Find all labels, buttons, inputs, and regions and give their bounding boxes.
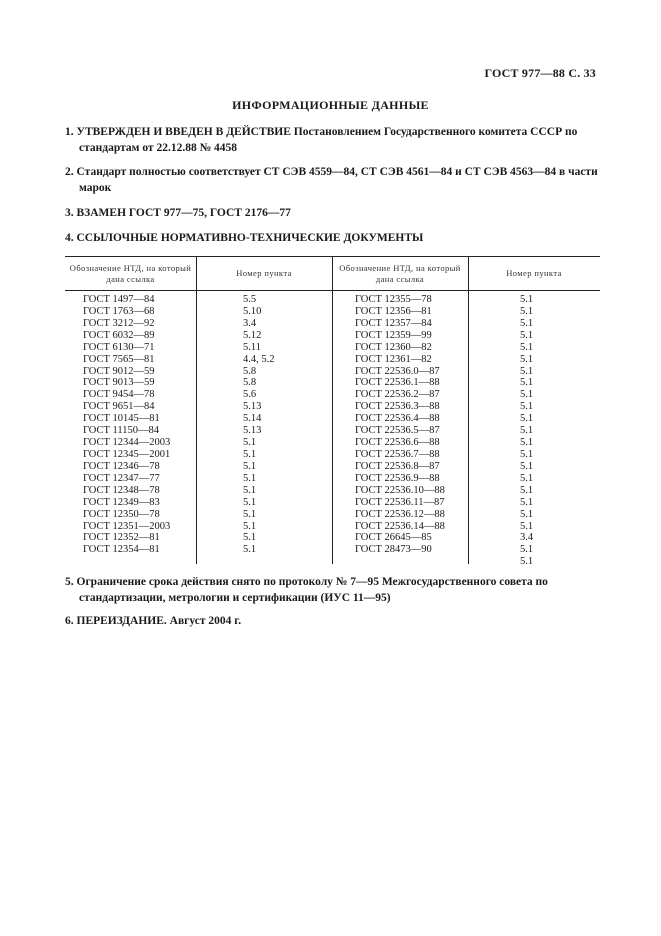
reference-table	[65, 256, 600, 568]
table-row	[65, 449, 600, 461]
cell-item-left: 5.1	[243, 460, 257, 472]
cell-designation-right: ГОСТ 22536.8—87	[355, 460, 440, 472]
cell-item-right: 5.1	[520, 460, 534, 472]
cell-item-right: 5.1	[520, 448, 534, 460]
cell-item-right: 5.1	[520, 305, 534, 317]
cell-designation-right: ГОСТ 22536.7—88	[355, 448, 440, 460]
cell-item-right: 5.1	[520, 413, 534, 425]
cell-item-right: 5.1	[520, 353, 534, 365]
table-row	[65, 485, 600, 497]
cell-item-right: 5.1	[520, 341, 534, 353]
table-row	[65, 521, 600, 533]
cell-designation-left: ГОСТ 12345—2001	[83, 448, 171, 460]
cell-item-left: 5.1	[243, 437, 257, 449]
section-3: 3. ВЗАМЕН ГОСТ 977—75, ГОСТ 2176—77	[65, 207, 291, 219]
table-row	[65, 294, 600, 306]
section-2: 2. Стандарт полностью соответствует СТ СЭВ 4559—84, СТ СЭВ 4561—84 и СТ СЭВ 4563—84 в части марок	[65, 166, 598, 194]
table-row	[65, 425, 600, 437]
cell-item-right: 3.4	[520, 532, 534, 544]
cell-designation-right: ГОСТ 12361—82	[355, 353, 432, 365]
cell-item-right: 5.1	[520, 496, 534, 508]
table-row	[65, 377, 600, 389]
table-row	[65, 509, 600, 521]
cell-designation-right: ГОСТ 22536.3—88	[355, 401, 440, 413]
cell-item-left: 5.1	[243, 544, 257, 556]
header-designation-right: Обозначение НТД, на который дана ссылка	[339, 262, 461, 284]
cell-item-right: 5.1	[520, 401, 534, 413]
cell-designation-left: ГОСТ 12351—2003	[83, 520, 171, 532]
cell-designation-right: ГОСТ 12355—78	[355, 294, 432, 305]
cell-designation-right: ГОСТ 26645—85	[355, 532, 432, 544]
cell-designation-right: ГОСТ 22536.12—88	[355, 508, 445, 520]
cell-designation-right: ГОСТ 22536.5—87	[355, 425, 440, 437]
cell-designation-left: ГОСТ 12344—2003	[83, 437, 171, 449]
cell-designation-right: ГОСТ 12357—84	[355, 317, 432, 329]
cell-item-right: 5.1	[520, 425, 534, 437]
cell-item-left: 5.8	[243, 365, 257, 377]
table-row	[65, 342, 600, 354]
cell-designation-right: ГОСТ 22536.2—87	[355, 389, 440, 401]
cell-designation-right: ГОСТ 22536.4—88	[355, 413, 440, 425]
cell-designation-right: ГОСТ 12360—82	[355, 341, 432, 353]
section-1: 1. УТВЕРЖДЕН И ВВЕДЕН В ДЕЙСТВИЕ Постановлением Государственного комитета СССР по стандартам от 22.12.88 № 4458	[65, 126, 578, 154]
cell-designation-right: ГОСТ 22536.14—88	[355, 520, 445, 532]
table-row	[65, 401, 600, 413]
cell-item-left: 5.13	[243, 425, 262, 437]
cell-designation-left: ГОСТ 9651—84	[83, 401, 155, 413]
section-5: 5. Ограничение срока действия снято по протоколу № 7—95 Межгосударственного совета по стандартизации, метрологии и сертификации (ИУС 11—95)	[65, 576, 548, 604]
table-row	[65, 532, 600, 544]
header-divider	[65, 290, 600, 291]
cell-designation-left: ГОСТ 12352—81	[83, 532, 160, 544]
header-item-right: Номер пункта	[506, 268, 562, 278]
table-row	[65, 354, 600, 366]
cell-designation-right: ГОСТ 22536.10—88	[355, 484, 445, 496]
cell-designation-left: ГОСТ 7565—81	[83, 353, 155, 365]
cell-item-left: 5.5	[243, 294, 257, 305]
cell-item-right: 5.1	[520, 377, 534, 389]
cell-item-left: 5.1	[243, 496, 257, 508]
table-body	[65, 294, 600, 568]
table-row	[65, 473, 600, 485]
cell-designation-right: ГОСТ 22536.0—87	[355, 365, 440, 377]
table-row	[65, 556, 600, 568]
cell-designation-left: ГОСТ 12347—77	[83, 472, 160, 484]
cell-designation-right: ГОСТ 22536.9—88	[355, 472, 440, 484]
section-6: 6. ПЕРЕИЗДАНИЕ. Август 2004 г.	[65, 615, 242, 627]
cell-designation-left: ГОСТ 9012—59	[83, 365, 155, 377]
cell-item-right: 5.1	[520, 437, 534, 449]
cell-designation-left: ГОСТ 11150—84	[83, 425, 160, 437]
cell-item-right: 5.1	[520, 484, 534, 496]
cell-designation-left: ГОСТ 1497—84	[83, 294, 155, 305]
cell-designation-right: ГОСТ 22536.11—87	[355, 496, 445, 508]
cell-designation-left: ГОСТ 3212—92	[83, 317, 155, 329]
cell-designation-right: ГОСТ 22536.1—88	[355, 377, 440, 389]
table-row	[65, 330, 600, 342]
cell-item-left: 5.1	[243, 484, 257, 496]
cell-item-right: 5.1	[520, 294, 534, 305]
cell-item-right: 5.1	[520, 329, 534, 341]
table-row	[65, 461, 600, 473]
cell-designation-left: ГОСТ 12346—78	[83, 460, 160, 472]
cell-item-right: 5.1	[520, 556, 534, 568]
cell-item-left: 5.13	[243, 401, 262, 413]
cell-designation-left: ГОСТ 12354—81	[83, 544, 160, 556]
cell-item-left: 5.8	[243, 377, 257, 389]
table-row	[65, 389, 600, 401]
cell-designation-left: ГОСТ 6130—71	[83, 341, 155, 353]
cell-designation-left: ГОСТ 6032—89	[83, 329, 155, 341]
cell-designation-right: ГОСТ 12359—99	[355, 329, 432, 341]
cell-designation-right: ГОСТ 22536.6—88	[355, 437, 440, 449]
document-title: ИНФОРМАЦИОННЫЕ ДАННЫЕ	[232, 98, 429, 112]
cell-item-right: 5.1	[520, 544, 534, 556]
cell-item-left: 5.1	[243, 532, 257, 544]
cell-item-right: 5.1	[520, 317, 534, 329]
cell-designation-left: ГОСТ 12348—78	[83, 484, 160, 496]
page-header: ГОСТ 977—88 С. 33	[484, 66, 596, 80]
cell-designation-right: ГОСТ 28473—90	[355, 544, 432, 556]
section-4: 4. ССЫЛОЧНЫЕ НОРМАТИВНО-ТЕХНИЧЕСКИЕ ДОКУМЕНТЫ	[65, 232, 424, 244]
cell-item-left: 5.1	[243, 520, 257, 532]
cell-designation-left: ГОСТ 12349—83	[83, 496, 160, 508]
table-row	[65, 366, 600, 378]
cell-item-left: 5.10	[243, 305, 262, 317]
cell-item-right: 5.1	[520, 520, 534, 532]
table-row	[65, 413, 600, 425]
cell-item-right: 5.1	[520, 472, 534, 484]
table-row	[65, 544, 600, 556]
header-item-left: Номер пункта	[236, 268, 292, 278]
cell-designation-left: ГОСТ 10145—81	[83, 413, 160, 425]
cell-item-left: 5.1	[243, 472, 257, 484]
cell-item-left: 5.14	[243, 413, 262, 425]
cell-item-right: 5.1	[520, 389, 534, 401]
cell-designation-right: ГОСТ 12356—81	[355, 305, 432, 317]
table-row	[65, 318, 600, 330]
table-row	[65, 306, 600, 318]
cell-designation-left: ГОСТ 1763—68	[83, 305, 155, 317]
cell-designation-left: ГОСТ 9013—59	[83, 377, 155, 389]
cell-item-right: 5.1	[520, 508, 534, 520]
cell-item-left: 4.4, 5.2	[243, 353, 275, 365]
cell-item-left: 5.1	[243, 448, 257, 460]
cell-item-left: 5.12	[243, 329, 262, 341]
header-designation-left: Обозначение НТД, на который дана ссылка	[69, 262, 192, 284]
table-row	[65, 497, 600, 509]
cell-item-left: 3.4	[243, 317, 257, 329]
table-row	[65, 437, 600, 449]
cell-item-right: 5.1	[520, 365, 534, 377]
cell-item-left: 5.11	[243, 341, 261, 353]
cell-designation-left: ГОСТ 9454—78	[83, 389, 155, 401]
cell-item-left: 5.1	[243, 508, 257, 520]
cell-designation-left: ГОСТ 12350—78	[83, 508, 160, 520]
cell-item-left: 5.6	[243, 389, 257, 401]
